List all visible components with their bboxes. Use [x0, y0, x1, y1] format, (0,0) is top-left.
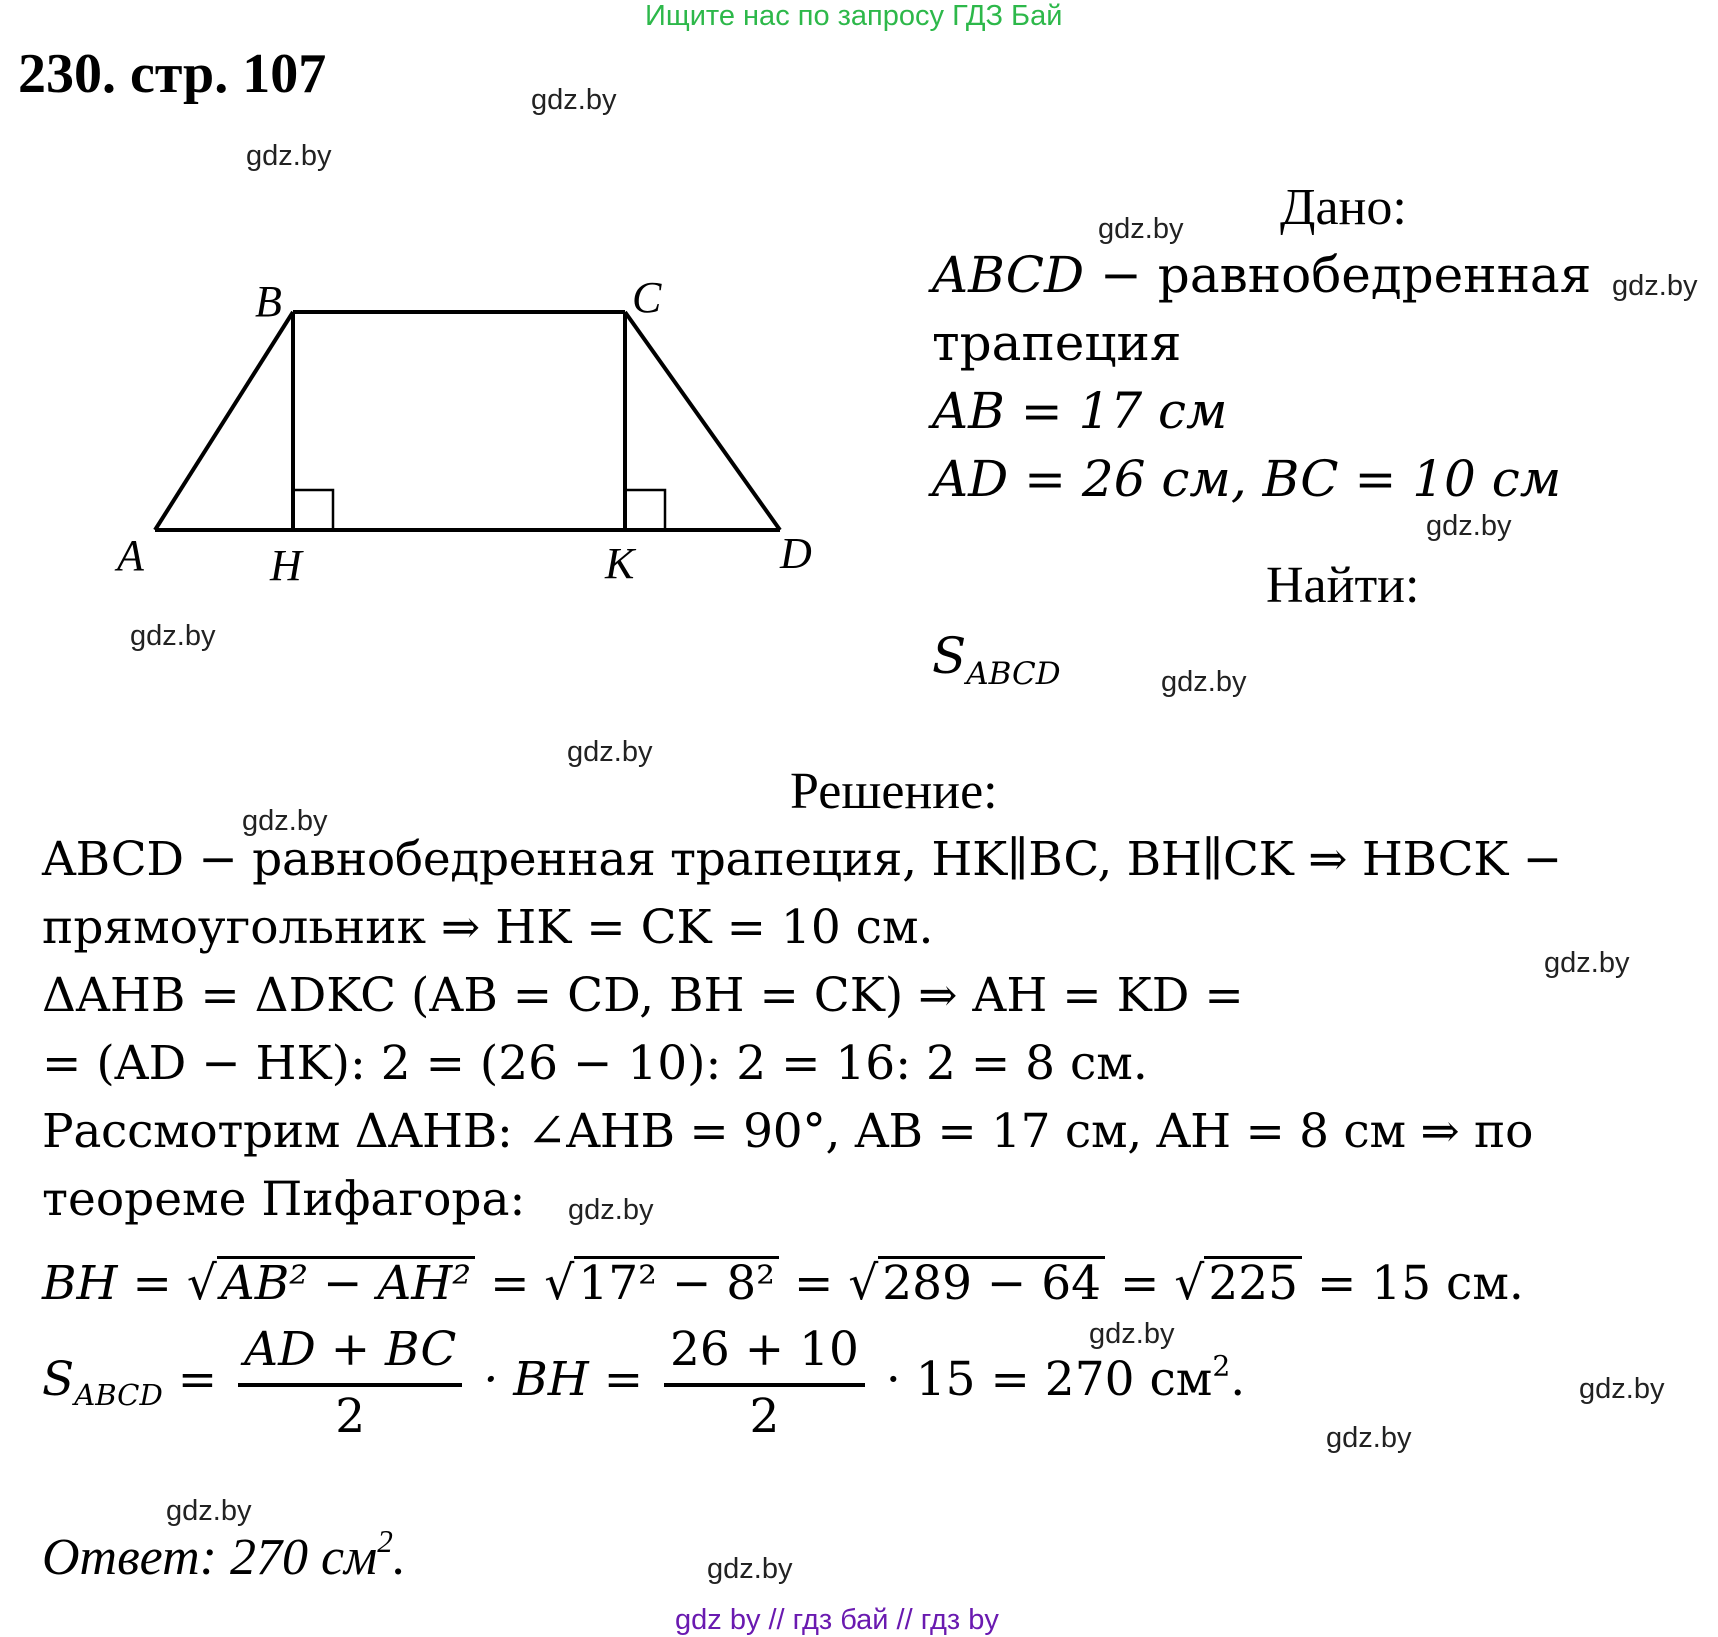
watermark: gdz.by	[1098, 213, 1184, 245]
area-tail: · 15 = 270 см	[885, 1352, 1213, 1407]
point-label-a: A	[117, 531, 144, 580]
solution-heading: Решение:	[790, 763, 998, 820]
point-label-d: D	[780, 529, 812, 578]
watermark: gdz.by	[1612, 270, 1698, 302]
find-heading: Найти:	[1266, 557, 1420, 614]
watermark: gdz.by	[568, 1194, 654, 1226]
radicand-1: AB² − AH²	[217, 1256, 475, 1308]
answer	[42, 1524, 406, 1587]
radicand-3: 289 − 64	[878, 1256, 1105, 1308]
watermark: gdz.by	[567, 736, 653, 768]
watermark: gdz.by	[707, 1553, 793, 1585]
pyth-eq-1: =	[490, 1256, 530, 1311]
find-target-sub: ABCD	[966, 655, 1061, 692]
pyth-eq-2: =	[793, 1256, 834, 1311]
answer-sup: 2	[377, 1524, 393, 1560]
point-label-b: B	[255, 277, 282, 326]
solution-line-6: теореме Пифагора:	[42, 1172, 526, 1227]
sqrt-3: √289 − 64	[848, 1256, 1105, 1311]
watermark: gdz.by	[166, 1495, 252, 1527]
given-line-3: AB = 17 см	[932, 382, 1228, 440]
solution-line-5: Рассмотрим ΔAHB: ∠AHB = 90°, AB = 17 см, AH = 8 см ⇒ по	[42, 1104, 1534, 1159]
fraction-1-numerator: AD + BC	[238, 1322, 462, 1387]
area-lhs	[42, 1352, 163, 1413]
given-line-4: AD = 26 см, BC = 10 см	[932, 450, 1562, 508]
fraction-2	[664, 1322, 865, 1444]
watermark: gdz.by	[531, 84, 617, 116]
radicand-2: 17² − 8²	[574, 1256, 779, 1308]
find-target-main: S	[932, 627, 967, 685]
pyth-tail: = 15 см.	[1316, 1256, 1524, 1311]
find-target	[932, 622, 1061, 708]
area-equation	[42, 1322, 1245, 1444]
pyth-lhs: BH =	[42, 1256, 172, 1311]
side-ab	[155, 312, 293, 530]
pyth-eq-3: =	[1120, 1256, 1160, 1311]
right-angle-mark-k	[625, 490, 665, 530]
solution-line-3: ΔAHB = ΔDKC (AB = CD, BH = CK) ⇒ AH = KD =	[42, 968, 1244, 1023]
fraction-1-denominator: 2	[335, 1389, 366, 1444]
watermark: gdz.by	[1326, 1422, 1412, 1454]
given-line-2: трапеция	[932, 314, 1182, 372]
solution-line-1: ABCD − равнобедренная трапеция, HK∥BC, BH∥CK ⇒ HBCK −	[42, 832, 1562, 887]
sqrt-1: √AB² − AH²	[187, 1256, 475, 1311]
trapezoid-figure	[100, 260, 840, 600]
area-lhs-sub: ABCD	[74, 1378, 163, 1413]
sqrt-4: √225	[1174, 1256, 1302, 1311]
watermark: gdz.by	[246, 140, 332, 172]
watermark: gdz.by	[242, 805, 328, 837]
area-mid: · BH =	[483, 1352, 644, 1407]
problem-title: 230. стр. 107	[18, 43, 327, 105]
given-heading: Дано:	[1280, 179, 1407, 236]
top-banner: Ищите нас по запросу ГДЗ Бай	[645, 0, 1063, 32]
fraction-2-numerator: 26 + 10	[664, 1322, 865, 1387]
watermark: gdz.by	[130, 620, 216, 652]
watermark: gdz.by	[1161, 666, 1247, 698]
watermark: gdz.by	[1544, 947, 1630, 979]
right-angle-mark-h	[293, 490, 333, 530]
watermark: gdz.by	[1426, 510, 1512, 542]
given-line-1	[932, 241, 1591, 309]
fraction-2-denominator: 2	[749, 1389, 780, 1444]
pythagoras-equation	[42, 1256, 1524, 1311]
solution-line-4: = (AD − HK): 2 = (26 − 10): 2 = 16: 2 = 8 см.	[42, 1036, 1148, 1091]
fraction-1	[238, 1322, 462, 1444]
side-cd	[625, 312, 780, 530]
radicand-4: 225	[1204, 1256, 1302, 1308]
area-eq-1: =	[177, 1352, 218, 1407]
area-tail-sup: 2	[1212, 1349, 1231, 1383]
point-label-k: K	[605, 539, 635, 588]
area-lhs-main: S	[42, 1352, 75, 1407]
given-figure-type: − равнобедренная	[1084, 246, 1592, 304]
sqrt-2: √17² − 8²	[544, 1256, 779, 1311]
point-label-c: C	[632, 273, 662, 322]
bottom-banner: gdz by // гдз бай // гдз by	[675, 1604, 999, 1636]
solution-line-2: прямоугольник ⇒ HK = CK = 10 см.	[42, 900, 934, 955]
answer-end: .	[392, 1529, 406, 1586]
given-figure-name: ABCD	[932, 246, 1085, 304]
area-end: .	[1230, 1352, 1246, 1407]
point-label-h: H	[270, 541, 302, 590]
watermark: gdz.by	[1089, 1318, 1175, 1350]
answer-text: Ответ: 270 см	[42, 1529, 378, 1586]
watermark: gdz.by	[1579, 1373, 1665, 1405]
